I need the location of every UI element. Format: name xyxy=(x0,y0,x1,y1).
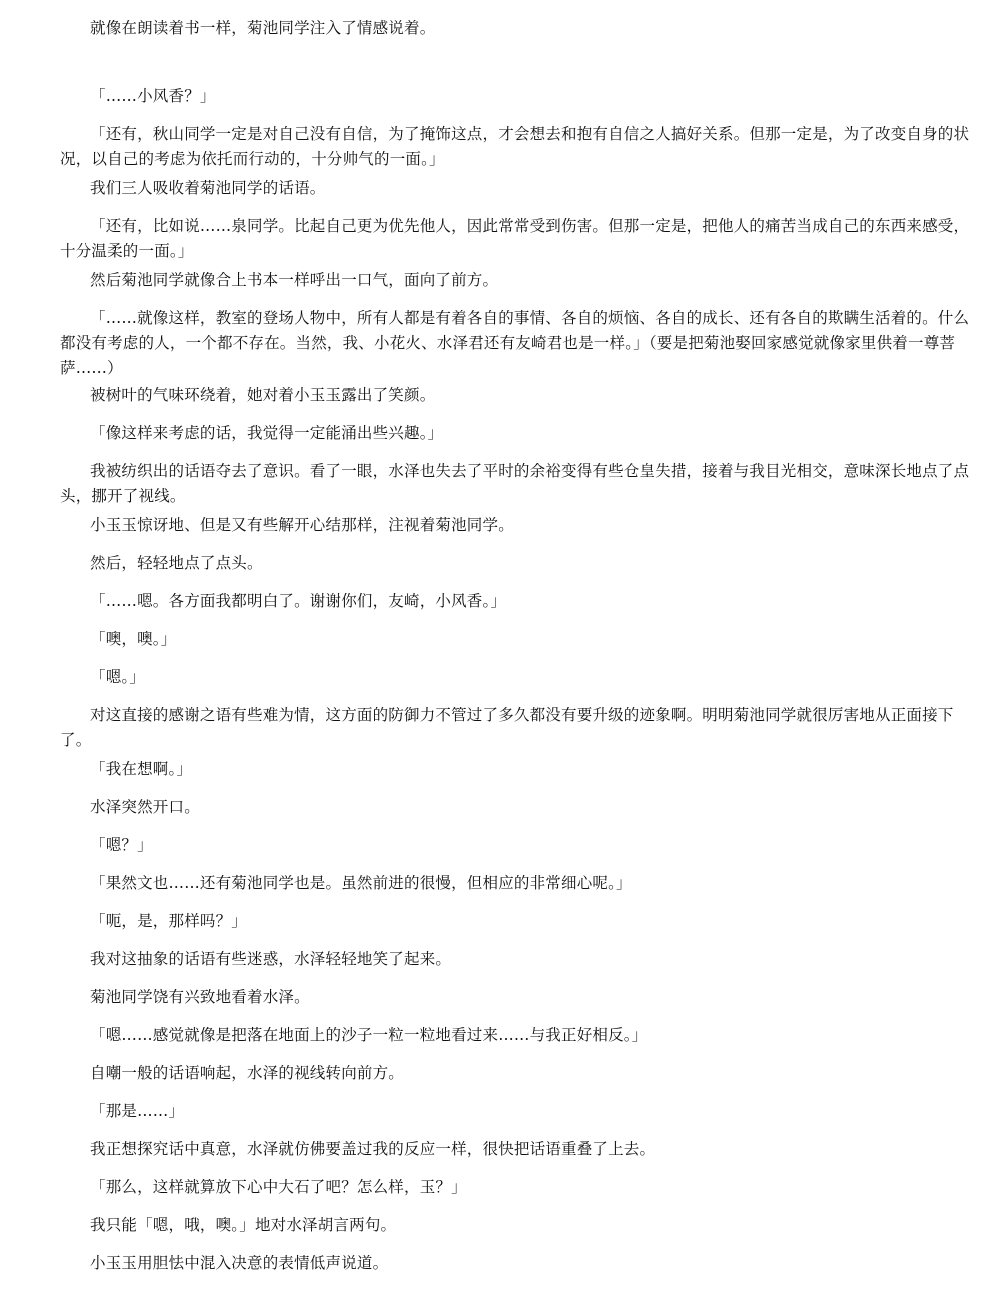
paragraph: 菊池同学饶有兴致地看着水泽。 xyxy=(90,988,310,1006)
paragraph: 「那么，这样就算放下心中大石了吧？怎么样，玉？」 xyxy=(90,1178,467,1196)
paragraph: 我们三人吸收着菊池同学的话语。 xyxy=(90,179,326,197)
paragraph: 「……小风香？」 xyxy=(90,87,216,105)
paragraph: 「像这样来考虑的话，我觉得一定能涌出些兴趣。」 xyxy=(90,424,444,442)
paragraph: 「嗯。」 xyxy=(90,668,146,686)
paragraph: 「我在想啊。」 xyxy=(90,760,193,778)
paragraph: 小玉玉用胆怯中混入决意的表情低声说道。 xyxy=(90,1254,389,1272)
paragraph: 「还有，比如说……泉同学。比起自己更为优先他人，因此常常受到伤害。但那一定是，把他人的痛苦当成自己的东西来感受，十分温柔的一面。」 xyxy=(60,217,970,260)
paragraph: 小玉玉惊讶地、但是又有些解开心结那样，注视着菊池同学。 xyxy=(90,516,514,534)
paragraph: 自嘲一般的话语响起，水泽的视线转向前方。 xyxy=(90,1064,405,1082)
paragraph: 「那是……」 xyxy=(90,1102,185,1120)
paragraph: 「嗯……感觉就像是把落在地面上的沙子一粒一粒地看过来……与我正好相反。」 xyxy=(90,1026,648,1044)
paragraph: 「噢，噢。」 xyxy=(90,630,177,648)
paragraph: 我被纺织出的话语夺去了意识。看了一眼，水泽也失去了平时的余裕变得有些仓皇失措，接着与我目光相交，意味深长地点了点头，挪开了视线。 xyxy=(60,462,970,505)
paragraph: 我只能「嗯，哦，噢。」地对水泽胡言两句。 xyxy=(90,1216,397,1234)
paragraph: 「呃，是，那样吗？」 xyxy=(90,912,248,930)
paragraph: 然后，轻轻地点了点头。 xyxy=(90,554,263,572)
paragraph: 「……就像这样，教室的登场人物中，所有人都是有着各自的事情、各自的烦恼、各自的成长、还有各自的欺瞒生活着的。什么都没有考虑的人，一个都不存在。当然，我、小花火、水泽君还有友崎君也是一样。」（要是把菊池娶回家感觉就像家里供着一尊菩萨……） xyxy=(60,309,970,377)
paragraph: 对这直接的感谢之语有些难为情，这方面的防御力不管过了多久都没有要升级的迹象啊。明明菊池同学就很厉害地从正面接下了。 xyxy=(60,706,954,749)
paragraph: 「嗯？」 xyxy=(90,836,153,854)
paragraph: 「果然文也……还有菊池同学也是。虽然前进的很慢，但相应的非常细心呢。」 xyxy=(90,874,632,892)
paragraph: 水泽突然开口。 xyxy=(90,798,200,816)
paragraph: 就像在朗读着书一样，菊池同学注入了情感说着。 xyxy=(90,19,436,37)
paragraph: 被树叶的气味环绕着，她对着小玉玉露出了笑颜。 xyxy=(90,386,436,404)
paragraph: 「还有，秋山同学一定是对自己没有自信，为了掩饰这点，才会想去和抱有自信之人搞好关系。但那一定是，为了改变自身的状况，以自己的考虑为依托而行动的，十分帅气的一面。」 xyxy=(60,125,970,168)
paragraph: 然后菊池同学就像合上书本一样呼出一口气，面向了前方。 xyxy=(90,271,499,289)
paragraph: 我对这抽象的话语有些迷惑，水泽轻轻地笑了起来。 xyxy=(90,950,452,968)
paragraph: 「……嗯。各方面我都明白了。谢谢你们，友崎，小风香。」 xyxy=(90,592,507,610)
paragraph: 我正想探究话中真意，水泽就仿佛要盖过我的反应一样，很快把话语重叠了上去。 xyxy=(90,1140,656,1158)
